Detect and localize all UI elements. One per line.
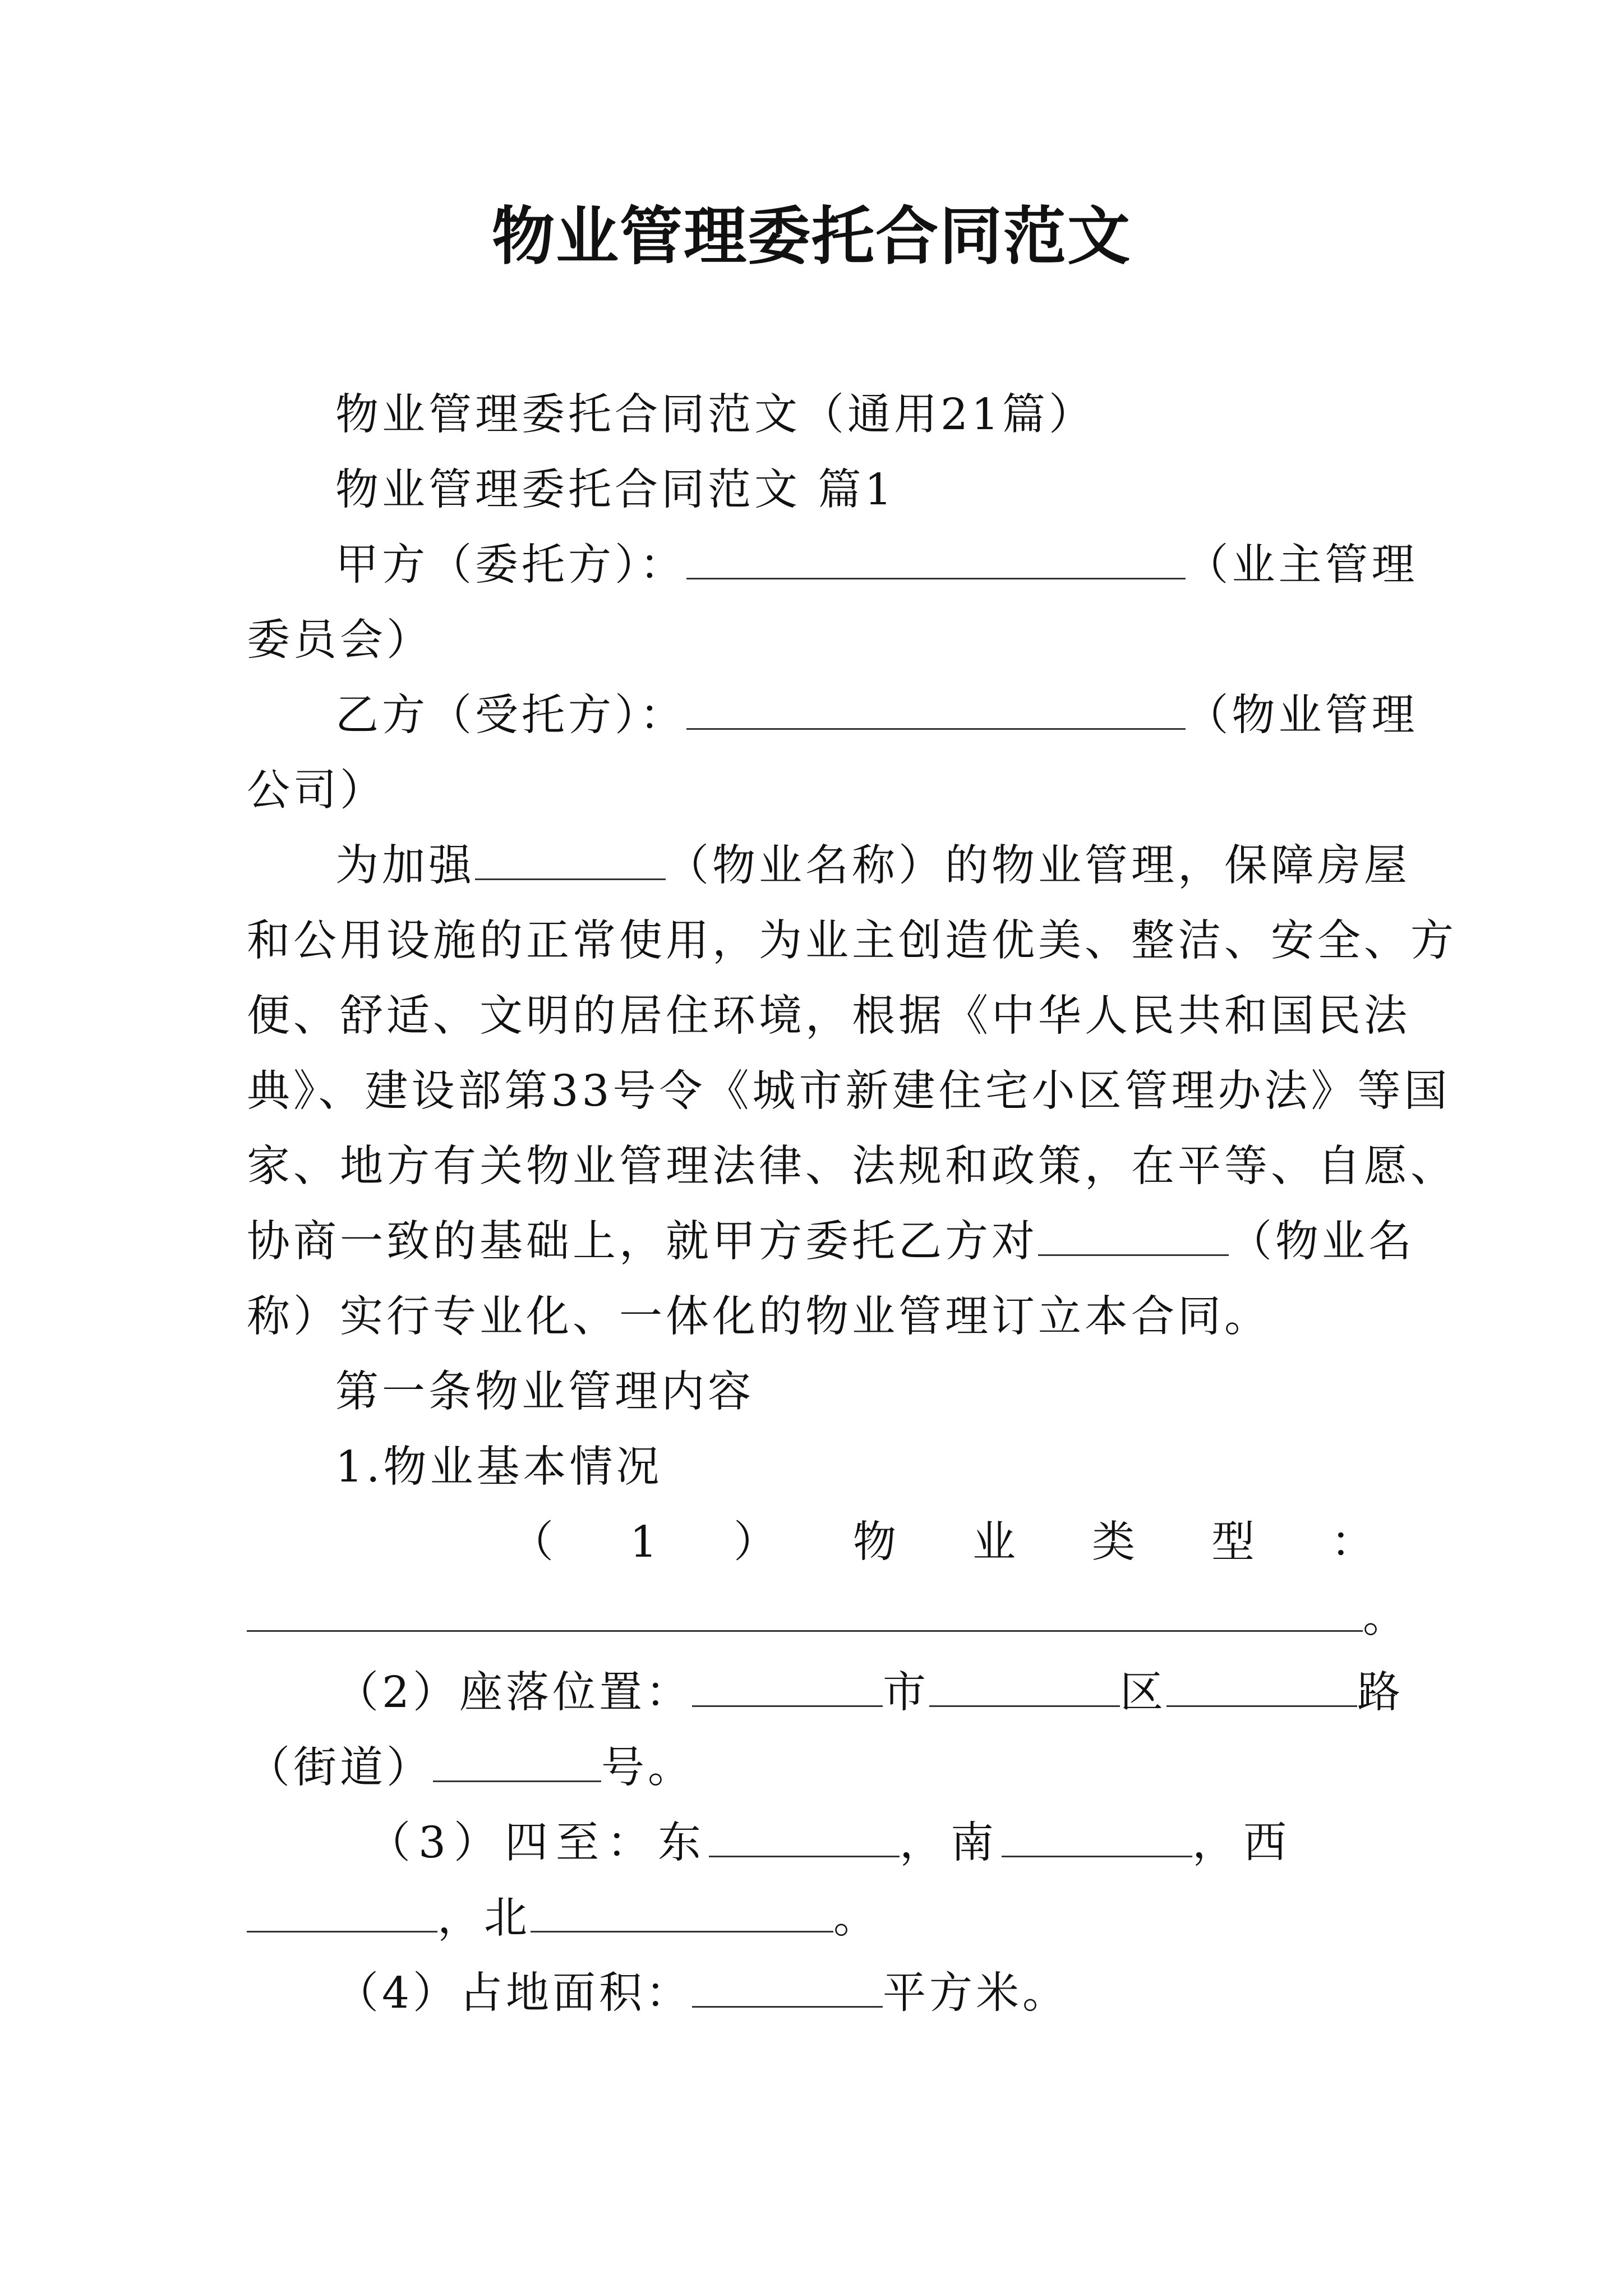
intro-line-2: 和公用设施的正常使用，为业主创造优美、整洁、安全、方: [247, 916, 1457, 966]
south-blank[interactable]: [1002, 1816, 1192, 1857]
land-area-line: [335, 1966, 1069, 2022]
label-char: （: [510, 1517, 554, 1567]
location-line: [335, 1665, 1404, 1721]
boundaries-line-2: [247, 1890, 880, 1947]
intro-text: 为加强: [335, 841, 475, 891]
party-a-label: 甲方（委托方）：: [335, 540, 686, 590]
road-label: 路: [1357, 1668, 1404, 1718]
street-number-blank[interactable]: [433, 1741, 601, 1782]
article-1-heading: 第一条物业管理内容: [335, 1367, 754, 1417]
intro-text: （物业名称）的物业管理，保障房屋: [666, 841, 1410, 891]
party-b-line: [335, 688, 1418, 744]
east-blank[interactable]: [709, 1816, 900, 1857]
city-label: 市: [883, 1668, 929, 1718]
number-label: 号。: [601, 1743, 694, 1793]
district-label: 区: [1120, 1668, 1166, 1718]
city-blank[interactable]: [692, 1666, 883, 1707]
intro-text: （物业名: [1229, 1217, 1415, 1267]
location-label: （2）座落位置：: [335, 1668, 692, 1718]
party-a-line-2: 委员会）: [247, 615, 433, 665]
party-b-suffix: （物业管理: [1185, 691, 1418, 740]
entrusted-property-blank[interactable]: [1038, 1215, 1229, 1256]
intro-line-7: 称）实行专业化、一体化的物业管理订立本合同。: [247, 1292, 1271, 1342]
north-blank[interactable]: [531, 1892, 833, 1932]
party-a-suffix: （业主管理: [1185, 540, 1418, 590]
party-a-blank[interactable]: [686, 539, 1186, 579]
north-label: ，北: [437, 1893, 531, 1943]
property-type-label: [510, 1515, 1374, 1571]
boundaries-line: [367, 1815, 1294, 1871]
boundaries-label: （3）四至：东: [367, 1818, 709, 1868]
document-title: 物业管理委托合同范文: [492, 200, 1131, 273]
land-area-blank[interactable]: [692, 1967, 883, 2008]
party-a-line: [335, 537, 1418, 593]
label-char: 物: [853, 1517, 896, 1567]
period: 。: [1363, 1593, 1409, 1642]
intro-line-4: 典》、建设部第33号令《城市新建住宅小区管理办法》等国: [247, 1066, 1451, 1116]
section-heading: 物业管理委托合同范文 篇1: [335, 465, 896, 515]
party-b-label: 乙方（受托方）：: [335, 691, 686, 740]
property-type-blank[interactable]: [247, 1591, 1363, 1632]
subtitle-line: 物业管理委托合同范文（通用21篇）: [335, 390, 1095, 440]
intro-text: 协商一致的基础上，就甲方委托乙方对: [247, 1217, 1038, 1267]
location-line-2: [247, 1740, 694, 1796]
south-label: ，南: [900, 1818, 1002, 1868]
west-label: ，西: [1192, 1818, 1294, 1868]
intro-line-5: 家、地方有关物业管理法律、法规和政策，在平等、自愿、: [247, 1142, 1457, 1191]
west-blank[interactable]: [247, 1892, 437, 1932]
street-label: （街道）: [247, 1743, 433, 1793]
intro-line-6: [247, 1214, 1415, 1270]
article-1-subheading: 1.物业基本情况: [335, 1442, 663, 1492]
party-b-blank[interactable]: [686, 689, 1186, 730]
label-char: 1: [630, 1517, 657, 1567]
intro-line-3: 便、舒适、文明的居住环境，根据《中华人民共和国民法: [247, 991, 1410, 1041]
intro-line-1: [335, 838, 1410, 894]
label-char: 业: [972, 1517, 1016, 1567]
label-char: ：: [1331, 1517, 1374, 1567]
road-blank[interactable]: [1166, 1666, 1357, 1707]
property-name-blank[interactable]: [475, 839, 666, 880]
label-char: 型: [1211, 1517, 1255, 1567]
party-b-line-2: 公司）: [247, 766, 386, 816]
area-unit: 平方米。: [883, 1968, 1069, 2018]
period: 。: [833, 1893, 880, 1943]
label-char: ）: [734, 1517, 777, 1567]
property-type-line: [247, 1590, 1409, 1646]
district-blank[interactable]: [929, 1666, 1120, 1707]
land-area-label: （4）占地面积：: [335, 1968, 692, 2018]
label-char: 类: [1092, 1517, 1135, 1567]
